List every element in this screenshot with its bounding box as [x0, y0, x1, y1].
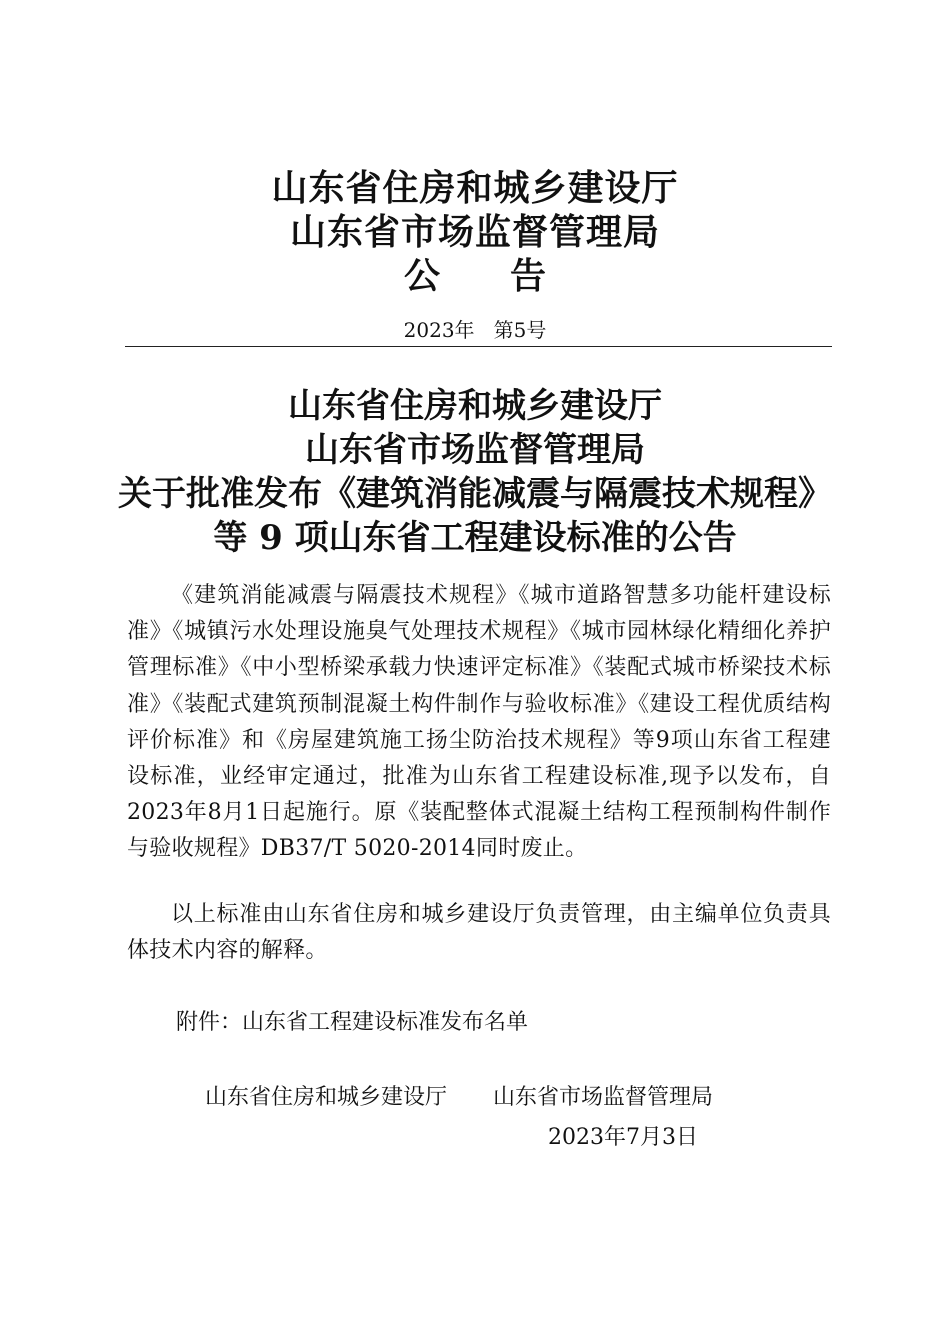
body-paragraph-2: 以上标准由山东省住房和城乡建设厅负责管理，由主编单位负责具体技术内容的解释。 — [127, 902, 831, 964]
signature-issuers — [205, 1083, 713, 1113]
doc-number: 2023年 第5号 — [403, 318, 547, 342]
signature-date: 2023年7月3日 — [548, 1125, 698, 1150]
doc-type-char-1: 公 — [403, 255, 440, 297]
signature-issuer-2: 山东省市场监督管理局 — [493, 1085, 714, 1110]
header-divider — [125, 346, 832, 347]
header-doc-type — [0, 256, 950, 296]
doc-type-char-2: 告 — [510, 255, 547, 297]
signature-issuer-1: 山东省住房和城乡建设厅 — [205, 1085, 448, 1110]
title-line-2: 山东省市场监督管理局 — [305, 430, 645, 470]
title-line-1: 山东省住房和城乡建设厅 — [288, 386, 662, 426]
attachment-line: 附件：山东省工程建设标准发布名单 — [176, 1010, 529, 1035]
header-issuer-1: 山东省住房和城乡建设厅 — [271, 167, 679, 209]
header-issuer-2: 山东省市场监督管理局 — [289, 211, 660, 253]
title-line-4: 等 9 项山东省工程建设标准的公告 — [213, 518, 737, 558]
body-paragraph-1: 《建筑消能减震与隔震技术规程》《城市道路智慧多功能杆建设标准》《城镇污水处理设施臭气处理技术规程》《城市园林绿化精细化养护管理标准》《中小型桥梁承载力快速评定标准》《装配式城市桥梁技术标准》《装配式建筑预制混凝土构件制作与验收标准》《建设工程优质结构评价标准》和《房屋建筑施工扬尘防治技术规程》等9项山东省工程建设标准，业经审定通过，批准为山东省工程建设标准,现予以发布，自2023年8月1日起施行。原《装配整体式混凝土结构工程预制构件制作与验收规程》DB37/T 5020-2014同时废止。 — [127, 583, 831, 862]
title-line-3: 关于批准发布《建筑消能减震与隔震技术规程》 — [118, 474, 832, 514]
